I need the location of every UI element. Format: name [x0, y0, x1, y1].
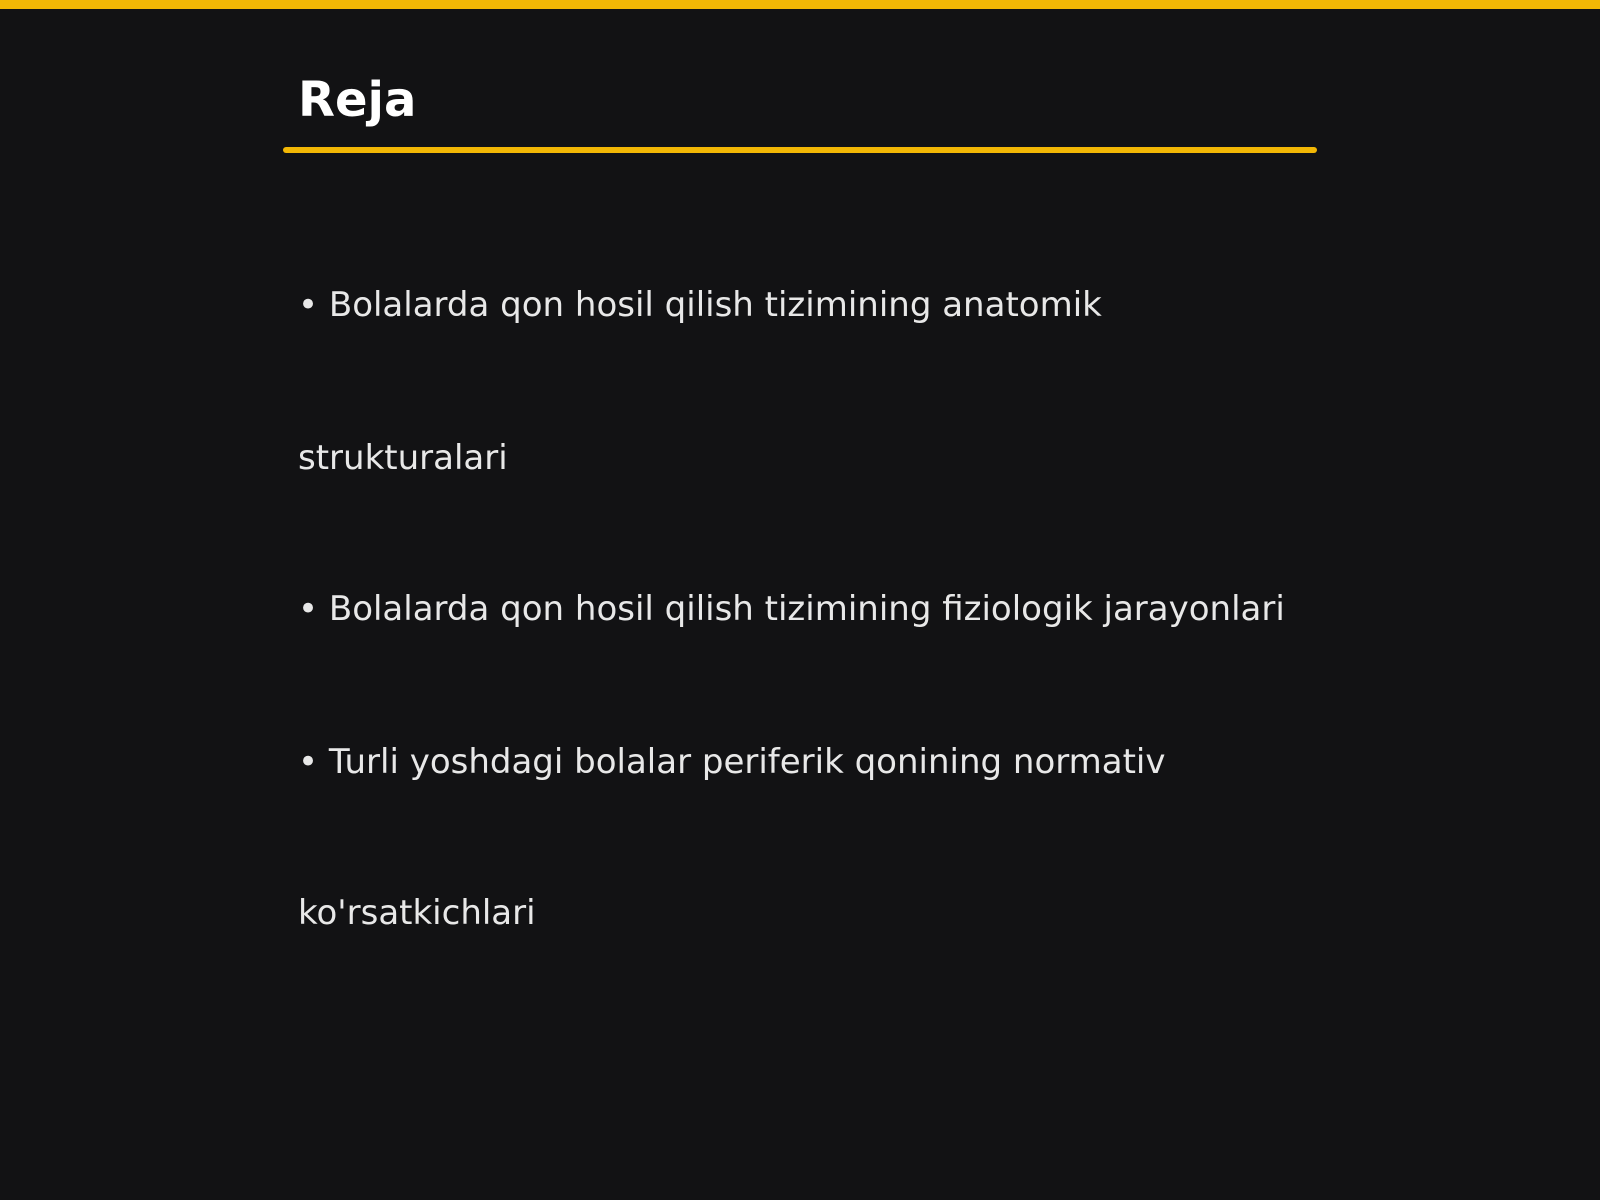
list-item-line: strukturalari [298, 438, 508, 478]
top-accent-bar [0, 0, 1600, 9]
list-item-line: • Turli yoshdagi bolalar periferik qonining normativ [298, 742, 1166, 782]
slide-title: Reja [298, 72, 417, 128]
list-item-line: • Bolalarda qon hosil qilish tizimining anatomik [298, 285, 1102, 325]
list-item-line: • Bolalarda qon hosil qilish tizimining fiziologik jarayonlari [298, 589, 1285, 629]
title-underline [283, 147, 1317, 153]
list-item-line: ko'rsatkichlari [298, 893, 536, 933]
